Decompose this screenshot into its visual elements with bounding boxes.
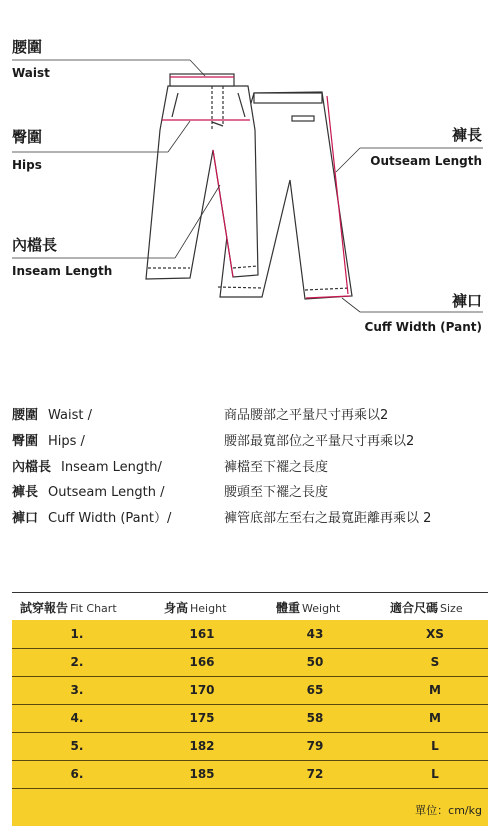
header-size: 適合尺碼 Size bbox=[390, 601, 463, 615]
desc-row-cuff: 褲口 Cuff Width (Pant）/ bbox=[12, 511, 172, 526]
table-row bbox=[12, 648, 488, 677]
row-number: 1. bbox=[70, 627, 84, 641]
row-number: 5. bbox=[70, 739, 84, 753]
desc-value-waist: 商品腰部之平量尺寸再乘以2 bbox=[224, 408, 389, 423]
inseam-label-zh: 內檔長 bbox=[12, 236, 58, 254]
table-row bbox=[12, 620, 488, 649]
row-weight: 65 bbox=[306, 683, 324, 697]
row-weight: 58 bbox=[306, 711, 324, 725]
desc-value-inseam: 褲檔至下襬之長度 bbox=[224, 460, 329, 475]
desc-row-hips: 臀圍 Hips / bbox=[12, 434, 85, 449]
desc-row-outseam: 褲長 Outseam Length / bbox=[12, 485, 165, 500]
waist-label-zh: 腰圍 bbox=[12, 38, 43, 56]
hips-label-zh: 臀圍 bbox=[12, 128, 43, 146]
row-size: M bbox=[429, 711, 441, 725]
table-row bbox=[12, 732, 488, 761]
row-height: 185 bbox=[189, 767, 215, 781]
row-size: M bbox=[429, 683, 441, 697]
row-size: L bbox=[431, 739, 439, 753]
front-pants-drawing bbox=[146, 74, 258, 279]
desc-value-cuff: 褲管底部左至右之最寬距離再乘以 2 bbox=[224, 511, 432, 526]
row-height: 166 bbox=[189, 655, 215, 669]
row-weight: 43 bbox=[306, 627, 324, 641]
header-weight: 體重 Weight bbox=[276, 601, 341, 615]
pants-diagram bbox=[0, 0, 500, 350]
header-fit-chart: 試穿報告 Fit Chart bbox=[20, 601, 117, 615]
row-weight: 72 bbox=[306, 767, 324, 781]
unit-note: 單位：cm/kg bbox=[415, 804, 482, 817]
outseam-label-en: Outseam Length bbox=[370, 154, 482, 168]
fit-chart-body bbox=[12, 620, 488, 826]
fit-chart-header bbox=[12, 592, 488, 621]
desc-row-inseam: 內檔長 Inseam Length/ bbox=[12, 460, 162, 475]
row-height: 161 bbox=[189, 627, 215, 641]
row-height: 175 bbox=[189, 711, 215, 725]
desc-value-hips: 腰部最寬部位之平量尺寸再乘以2 bbox=[224, 434, 415, 449]
row-size: S bbox=[430, 655, 440, 669]
table-row bbox=[12, 676, 488, 705]
table-row bbox=[12, 760, 488, 789]
row-number: 2. bbox=[70, 655, 84, 669]
row-weight: 79 bbox=[306, 739, 324, 753]
row-number: 6. bbox=[70, 767, 84, 781]
desc-value-outseam: 腰頭至下襬之長度 bbox=[224, 485, 329, 500]
row-height: 182 bbox=[189, 739, 215, 753]
fit-chart-table bbox=[12, 592, 488, 826]
table-row bbox=[12, 704, 488, 733]
inseam-label-en: Inseam Length bbox=[12, 264, 113, 278]
cuff-label-en: Cuff Width (Pant) bbox=[364, 320, 482, 334]
row-weight: 50 bbox=[306, 655, 324, 669]
hips-label-en: Hips bbox=[12, 158, 42, 172]
waist-label-en: Waist bbox=[12, 66, 50, 80]
cuff-label-zh: 褲口 bbox=[451, 292, 482, 310]
row-size: XS bbox=[426, 627, 444, 641]
outseam-label-zh: 褲長 bbox=[451, 126, 482, 144]
row-size: L bbox=[431, 767, 439, 781]
desc-row-waist: 腰圍 Waist / bbox=[12, 408, 92, 423]
header-height: 身高 Height bbox=[164, 601, 227, 615]
row-height: 170 bbox=[189, 683, 215, 697]
row-number: 3. bbox=[70, 683, 84, 697]
row-number: 4. bbox=[70, 711, 84, 725]
